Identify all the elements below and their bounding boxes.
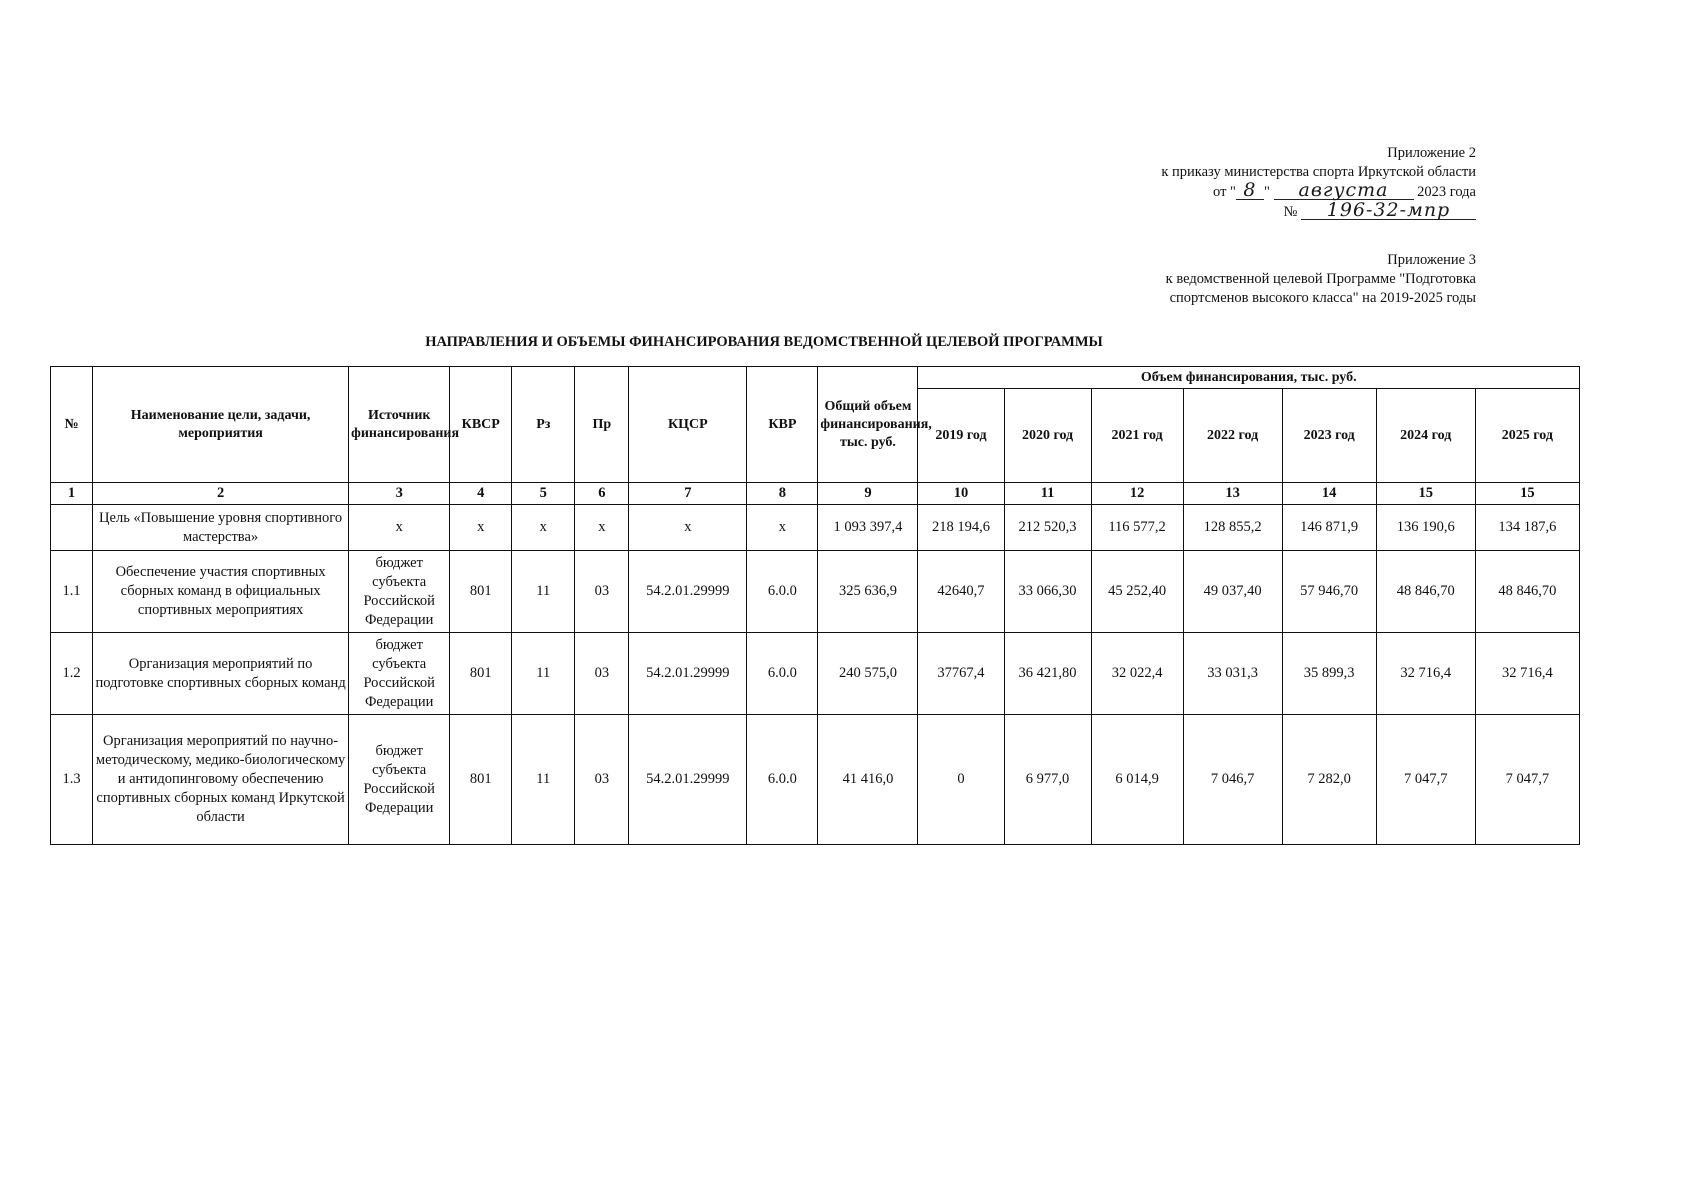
header-pr: Пр bbox=[575, 367, 629, 483]
appendix-3-program-ref: к ведомственной целевой Программе "Подготовка bbox=[1165, 271, 1476, 287]
row-kcsr: х bbox=[629, 505, 747, 551]
appendix-3-program-name: спортсменов высокого класса" на 2019-2025 годы bbox=[1169, 290, 1476, 306]
number-label: № bbox=[1283, 204, 1298, 220]
row-total: 325 636,9 bbox=[818, 551, 918, 633]
header-total: Общий объем финансирования, тыс. руб. bbox=[818, 367, 918, 483]
row-kvsr: 801 bbox=[450, 551, 512, 633]
table-row-1-2 bbox=[51, 633, 1580, 715]
column-number: 8 bbox=[747, 483, 818, 505]
column-number-row bbox=[51, 483, 1580, 505]
table-row-1-3 bbox=[51, 715, 1580, 845]
column-number: 5 bbox=[512, 483, 575, 505]
header-kcsr: КЦСР bbox=[629, 367, 747, 483]
appendix-2-title: Приложение 2 bbox=[1387, 145, 1476, 161]
row-total: 240 575,0 bbox=[818, 633, 918, 715]
row-source: бюджет субъекта Российской Федерации bbox=[349, 633, 450, 715]
appendix-2-block bbox=[1161, 144, 1476, 222]
row-total: 1 093 397,4 bbox=[818, 505, 918, 551]
header-year-2025: 2025 год bbox=[1475, 389, 1579, 483]
table-row-1-1 bbox=[51, 551, 1580, 633]
row-name: Обеспечение участия спортивных сборных команд в официальных спортивных мероприятиях bbox=[93, 551, 349, 633]
row-rz: 11 bbox=[512, 551, 575, 633]
table-row-goal bbox=[51, 505, 1580, 551]
header-rz: Рз bbox=[512, 367, 575, 483]
header-year-2020: 2020 год bbox=[1004, 389, 1091, 483]
document-title: НАПРАВЛЕНИЯ И ОБЪЕМЫ ФИНАНСИРОВАНИЯ ВЕДОМСТВЕННОЙ ЦЕЛЕВОЙ ПРОГРАММЫ bbox=[425, 334, 1103, 350]
column-number: 2 bbox=[93, 483, 349, 505]
row-kvsr: 801 bbox=[450, 633, 512, 715]
row-2022: 33 031,3 bbox=[1183, 633, 1282, 715]
row-2025: 32 716,4 bbox=[1475, 633, 1579, 715]
column-number: 9 bbox=[818, 483, 918, 505]
row-2022: 7 046,7 bbox=[1183, 715, 1282, 845]
column-number: 11 bbox=[1004, 483, 1091, 505]
row-2020: 33 066,30 bbox=[1004, 551, 1091, 633]
row-2020: 6 977,0 bbox=[1004, 715, 1091, 845]
row-2019: 42640,7 bbox=[918, 551, 1004, 633]
row-2023: 146 871,9 bbox=[1282, 505, 1376, 551]
column-number: 1 bbox=[51, 483, 93, 505]
row-2024: 48 846,70 bbox=[1376, 551, 1475, 633]
column-number: 7 bbox=[629, 483, 747, 505]
handwritten-month: августа bbox=[1274, 182, 1414, 200]
row-2019: 0 bbox=[918, 715, 1004, 845]
column-number: 12 bbox=[1091, 483, 1183, 505]
row-total: 41 416,0 bbox=[818, 715, 918, 845]
row-kvr: х bbox=[747, 505, 818, 551]
row-2021: 116 577,2 bbox=[1091, 505, 1183, 551]
column-number: 10 bbox=[918, 483, 1004, 505]
row-kvsr: 801 bbox=[450, 715, 512, 845]
row-pr: 03 bbox=[575, 551, 629, 633]
header-year-2021: 2021 год bbox=[1091, 389, 1183, 483]
row-kcsr: 54.2.01.29999 bbox=[629, 633, 747, 715]
date-from-label: от bbox=[1213, 184, 1227, 200]
handwritten-day: 8 bbox=[1236, 182, 1264, 200]
row-source: бюджет субъекта Российской Федерации bbox=[349, 551, 450, 633]
header-kvsr: КВСР bbox=[450, 367, 512, 483]
row-rz: 11 bbox=[512, 715, 575, 845]
column-number: 15 bbox=[1475, 483, 1579, 505]
row-2024: 136 190,6 bbox=[1376, 505, 1475, 551]
row-kvsr: х bbox=[450, 505, 512, 551]
appendix-2-date-line: от " 8 " августа 2023 года bbox=[1213, 179, 1476, 201]
financing-table bbox=[50, 366, 1580, 845]
row-2019: 218 194,6 bbox=[918, 505, 1004, 551]
row-kvr: 6.0.0 bbox=[747, 633, 818, 715]
row-num: 1.2 bbox=[51, 633, 93, 715]
row-rz: 11 bbox=[512, 633, 575, 715]
row-2025: 7 047,7 bbox=[1475, 715, 1579, 845]
row-kcsr: 54.2.01.29999 bbox=[629, 715, 747, 845]
row-rz: х bbox=[512, 505, 575, 551]
row-2024: 32 716,4 bbox=[1376, 633, 1475, 715]
row-name: Цель «Повышение уровня спортивного мастерства» bbox=[93, 505, 349, 551]
row-num bbox=[51, 505, 93, 551]
row-2021: 32 022,4 bbox=[1091, 633, 1183, 715]
header-source: Источник финансирования bbox=[349, 367, 450, 483]
row-2021: 6 014,9 bbox=[1091, 715, 1183, 845]
column-number: 4 bbox=[450, 483, 512, 505]
row-pr: х bbox=[575, 505, 629, 551]
header-name: Наименование цели, задачи, мероприятия bbox=[93, 367, 349, 483]
header-year-2022: 2022 год bbox=[1183, 389, 1282, 483]
header-year-2024: 2024 год bbox=[1376, 389, 1475, 483]
date-year: 2023 года bbox=[1417, 184, 1476, 200]
row-2022: 128 855,2 bbox=[1183, 505, 1282, 551]
row-num: 1.3 bbox=[51, 715, 93, 845]
row-2023: 57 946,70 bbox=[1282, 551, 1376, 633]
header-year-2019: 2019 год bbox=[918, 389, 1004, 483]
row-2024: 7 047,7 bbox=[1376, 715, 1475, 845]
row-source: х bbox=[349, 505, 450, 551]
column-number: 13 bbox=[1183, 483, 1282, 505]
row-name: Организация мероприятий по подготовке спортивных сборных команд bbox=[93, 633, 349, 715]
row-pr: 03 bbox=[575, 715, 629, 845]
column-number: 3 bbox=[349, 483, 450, 505]
appendix-2-number-line bbox=[1161, 199, 1476, 222]
row-2020: 212 520,3 bbox=[1004, 505, 1091, 551]
column-number: 6 bbox=[575, 483, 629, 505]
row-2023: 35 899,3 bbox=[1282, 633, 1376, 715]
row-kvr: 6.0.0 bbox=[747, 715, 818, 845]
row-2023: 7 282,0 bbox=[1282, 715, 1376, 845]
row-kvr: 6.0.0 bbox=[747, 551, 818, 633]
row-2019: 37767,4 bbox=[918, 633, 1004, 715]
row-source: бюджет субъекта Российской Федерации bbox=[349, 715, 450, 845]
row-name: Организация мероприятий по научно-методическому, медико-биологическому и антидопинговому обеспечению спортивных сборных команд Иркутской области bbox=[93, 715, 349, 845]
row-kcsr: 54.2.01.29999 bbox=[629, 551, 747, 633]
appendix-3-title: Приложение 3 bbox=[1387, 252, 1476, 268]
header-num: № bbox=[51, 367, 93, 483]
header-kvr: КВР bbox=[747, 367, 818, 483]
handwritten-order-number: 196-32-мпр bbox=[1301, 202, 1476, 220]
appendix-3-block bbox=[1166, 251, 1476, 308]
header-year-2023: 2023 год bbox=[1282, 389, 1376, 483]
row-pr: 03 bbox=[575, 633, 629, 715]
row-num: 1.1 bbox=[51, 551, 93, 633]
row-2021: 45 252,40 bbox=[1091, 551, 1183, 633]
row-2022: 49 037,40 bbox=[1183, 551, 1282, 633]
row-2020: 36 421,80 bbox=[1004, 633, 1091, 715]
row-2025: 48 846,70 bbox=[1475, 551, 1579, 633]
appendix-2-order-ref: к приказу министерства спорта Иркутской области bbox=[1161, 164, 1476, 180]
row-2025: 134 187,6 bbox=[1475, 505, 1579, 551]
header-volume-group: Объем финансирования, тыс. руб. bbox=[918, 367, 1580, 389]
column-number: 15 bbox=[1376, 483, 1475, 505]
column-number: 14 bbox=[1282, 483, 1376, 505]
